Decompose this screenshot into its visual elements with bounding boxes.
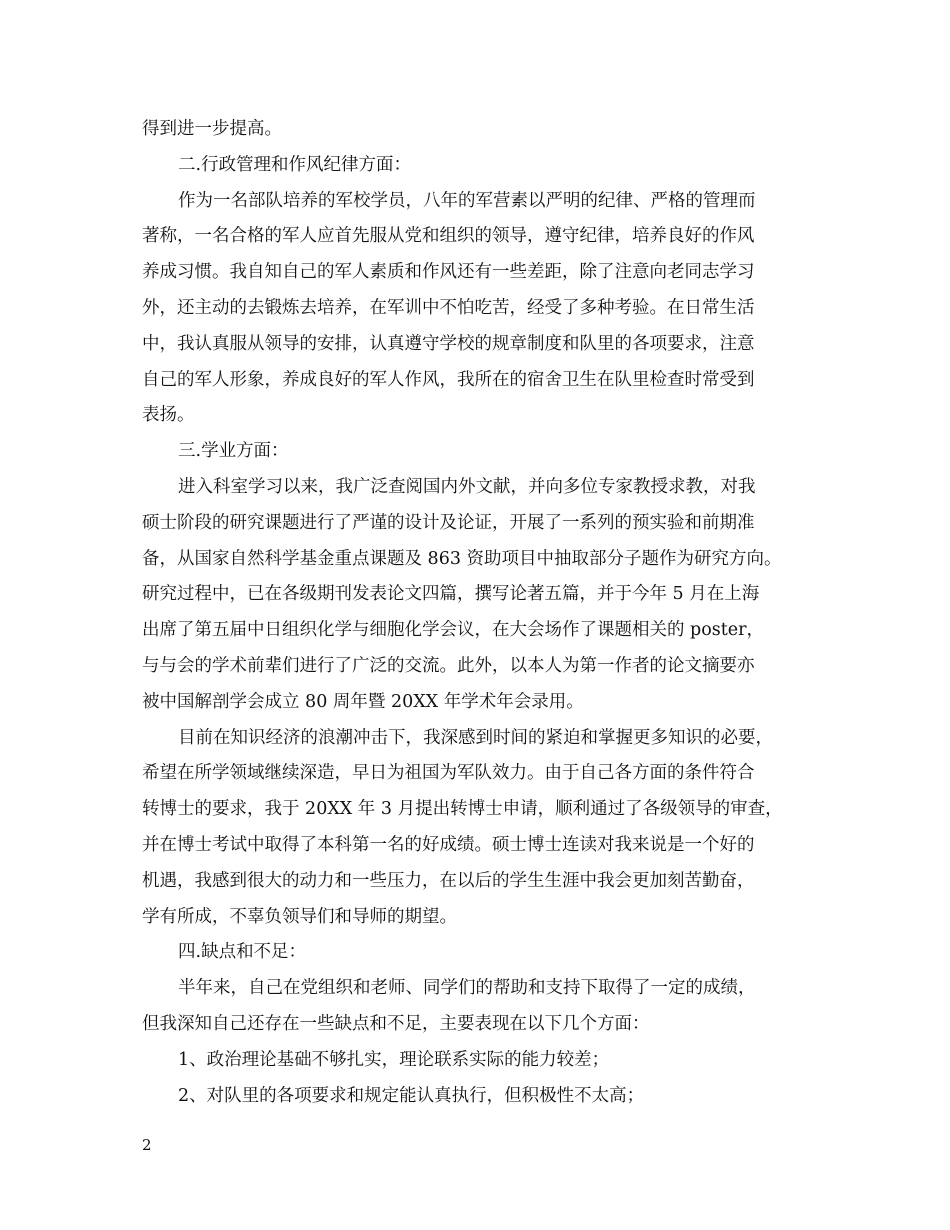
text-line: 作为一名部队培养的军校学员，八年的军营素以严明的纪律、严格的管理而	[178, 190, 756, 211]
text-line: 与与会的学术前辈们进行了广泛的交流。此外，以本人为第一作者的论文摘要亦	[142, 655, 755, 676]
section-heading: 四.缺点和不足：	[178, 942, 307, 963]
text-line: 但我深知自己还存在一些缺点和不足，主要表现在以下几个方面：	[142, 1013, 650, 1034]
section-heading: 三.学业方面：	[178, 441, 289, 462]
text-line: 进入科室学习以来，我广泛查阅国内外文献，并向多位专家教授求教，对我	[178, 476, 756, 497]
text-line: 备，从国家自然科学基金重点课题及 863 资助项目中抽取部分子题作为研究方向。	[142, 548, 782, 569]
list-item: 2、对队里的各项要求和规定能认真执行，但积极性不太高；	[178, 1085, 645, 1106]
document-body	[142, 112, 824, 1114]
text-line: 养成习惯。我自知自己的军人素质和作风还有一些差距，除了注意向老同志学习	[142, 262, 755, 283]
list-item: 1、政治理论基础不够扎实，理论联系实际的能力较差；	[178, 1049, 610, 1070]
text-line: 表扬。	[142, 405, 195, 426]
text-line: 得到进一步提高。	[142, 119, 282, 139]
text-line: 出席了第五届中日组织化学与细胞化学会议，在大会场作了课题相关的 poster，	[142, 620, 765, 641]
text-line: 希望在所学领域继续深造，早日为祖国为军队效力。由于自己各方面的条件符合	[142, 763, 755, 784]
text-line: 自己的军人形象，养成良好的军人作风，我所在的宿舍卫生在队里检查时常受到	[142, 369, 755, 390]
text-line: 外，还主动的去锻炼去培养，在军训中不怕吃苦，经受了多种考验。在日常生活	[142, 297, 755, 318]
text-line: 机遇，我感到很大的动力和一些压力，在以后的学生生涯中我会更加刻苦勤奋，	[142, 870, 755, 891]
text-line: 转博士的要求，我于 20XX 年 3 月提出转博士申请，顺利通过了各级领导的审查，	[142, 799, 783, 820]
text-line: 硕士阶段的研究课题进行了严谨的设计及论证，开展了一系列的预实验和前期准	[142, 512, 755, 533]
text-line: 中，我认真服从领导的安排，认真遵守学校的规章制度和队里的各项要求，注意	[142, 333, 755, 354]
text-line: 并在博士考试中取得了本科第一名的好成绩。硕士博士连读对我来说是一个好的	[142, 834, 755, 855]
text-line: 半年来，自己在党组织和老师、同学们的帮助和支持下取得了一定的成绩，	[178, 978, 756, 999]
section-heading: 二.行政管理和作风纪律方面：	[178, 154, 412, 175]
text-line: 目前在知识经济的浪潮冲击下，我深感到时间的紧迫和掌握更多知识的必要，	[178, 727, 773, 748]
text-line: 被中国解剖学会成立 80 周年暨 20XX 年学术年会录用。	[142, 691, 584, 712]
text-line: 研究过程中，已在各级期刊发表论文四篇，撰写论著五篇，并于今年 5 月在上海	[142, 584, 760, 605]
page-number: 2	[142, 1136, 152, 1154]
text-line: 著称，一名合格的军人应首先服从党和组织的领导，遵守纪律，培养良好的作风	[142, 226, 755, 247]
text-line: 学有所成，不辜负领导们和导师的期望。	[142, 906, 457, 927]
